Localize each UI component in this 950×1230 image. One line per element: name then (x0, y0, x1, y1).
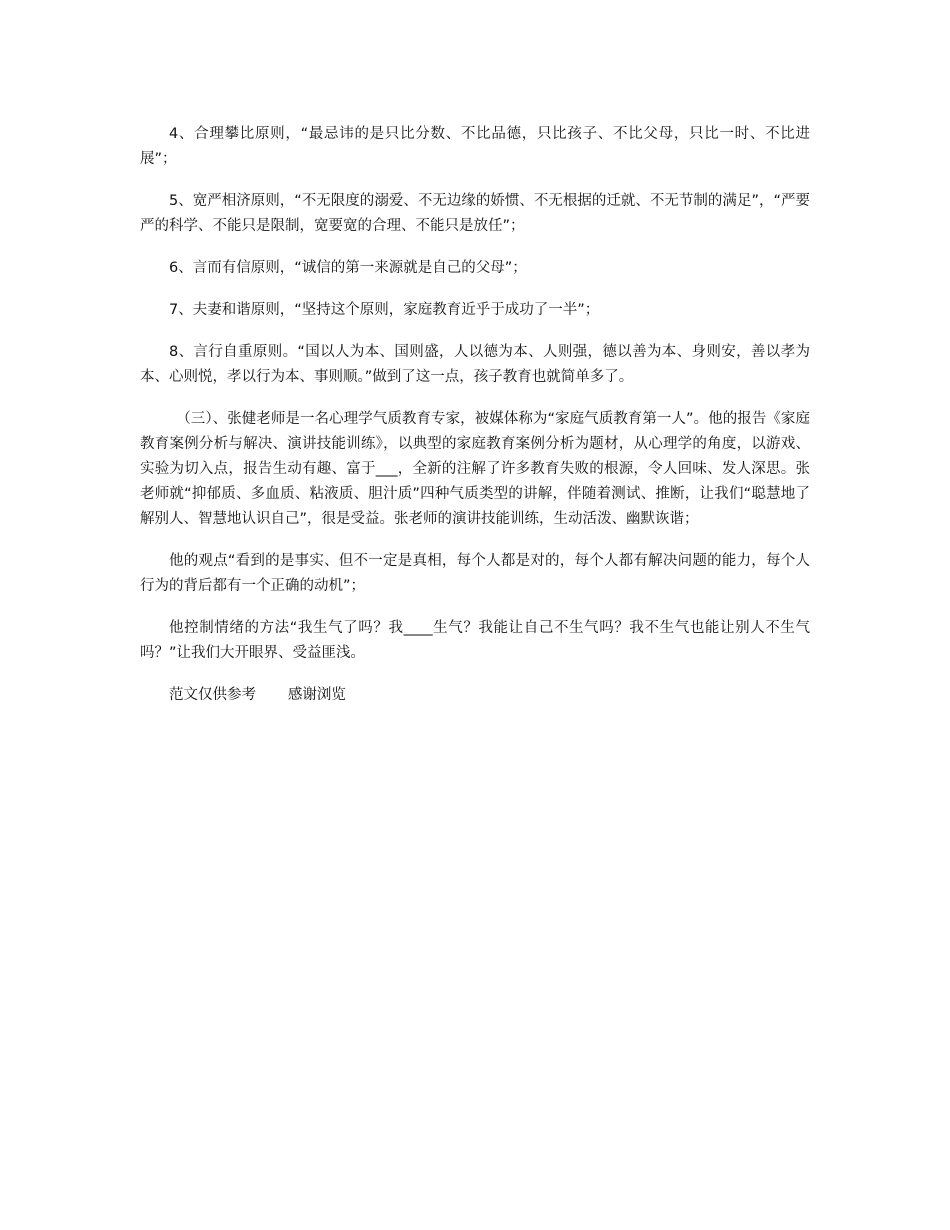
document-page (140, 122, 810, 708)
paragraph-emotion-control: 他控制情绪的方法“我生气了吗？我____生气？我能让自己不生气吗？我不生气也能让别人不生气吗？”让我们大开眼界、受益匪浅。 (140, 620, 810, 661)
footer-note (140, 683, 810, 708)
paragraph-principle-6: 6、言而有信原则，“诚信的第一来源就是自己的父母”； (169, 260, 527, 276)
paragraph-principle-5: 5、宽严相济原则，“不无限度的溺爱、不无边缘的娇惯、不无根据的迁就、不无节制的满足”，“严要严的科学、不能只是限制，宽要宽的合理、不能只是放任”； (140, 193, 810, 234)
footer-left-text: 范文仅供参考 (169, 687, 256, 703)
paragraph-section-three: （三）、张健老师是一名心理学气质教育专家，被媒体称为“家庭气质教育第一人”。他的报告《家庭教育案例分析与解决、演讲技能训练》，以典型的家庭教育案例分析为题材，从心理学的角度，以游戏、实验为切入点，报告生动有趣、富于___，全新的注解了许多教育失败的根源，令人回味、发人深思。张老师就“抑郁质、多血质、粘液质、胆汁质”四种气质类型的讲解，伴随着测试、推断，让我们“聪慧地了解别人、智慧地认识自己”，很是受益。张老师的演讲技能训练，生动活泼、幽默诙谐； (140, 411, 810, 527)
paragraph-principle-8: 8、言行自重原则。“国以人为本、国则盛，人以德为本、人则强，德以善为本、身则安，善以孝为本、心则悦，孝以行为本、事则顺。”做到了这一点，孩子教育也就简单多了。 (140, 344, 810, 385)
footer-right-text: 感谢浏览 (287, 687, 346, 703)
paragraph-viewpoint: 他的观点“看到的是事实、但不一定是真相，每个人都是对的，每个人都有解决问题的能力，每个人行为的背后都有一个正确的动机”； (140, 553, 810, 594)
paragraph-principle-4: 4、合理攀比原则，“最忌讳的是只比分数、不比品德，只比孩子、不比父母，只比一时、不比进展”； (140, 126, 810, 167)
paragraph-principle-7: 7、夫妻和谐原则，“坚持这个原则，家庭教育近乎于成功了一半”； (169, 302, 600, 318)
